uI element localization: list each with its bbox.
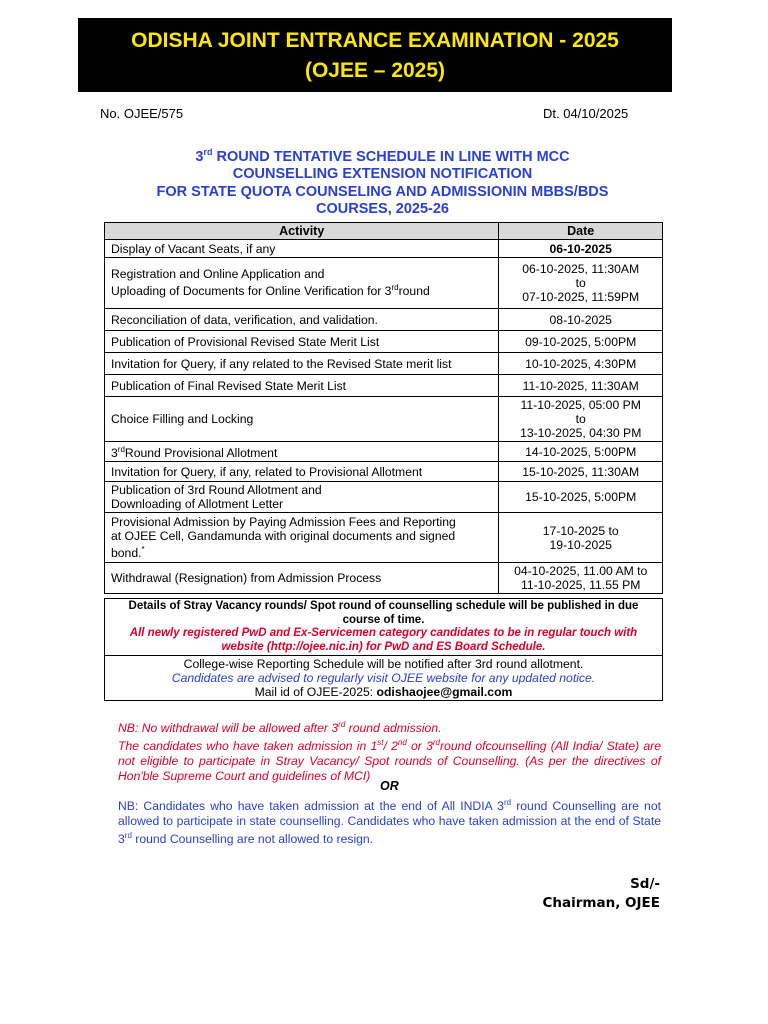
- nb-state-counselling-note: [118, 796, 661, 847]
- pwd-note-line: All newly registered PwD and Ex-Servicemen category candidates to be in regular touch with: [129, 627, 638, 639]
- table-row: [105, 353, 663, 375]
- nb1-sup: nd: [397, 737, 407, 747]
- date-cell: [499, 397, 663, 442]
- date-cell: 11-10-2025, 11:30AM: [499, 375, 663, 397]
- nb1-text: / 2: [383, 738, 398, 753]
- date-line: 19-10-2025: [549, 537, 612, 552]
- nb2-text: round Counselling are not allowed to resign.: [131, 831, 374, 846]
- activity-cell: Invitation for Query, if any related to the Revised State merit list: [105, 353, 499, 375]
- activity-sup: rd: [117, 445, 125, 454]
- date-cell: [499, 258, 663, 309]
- date-line: to: [575, 412, 586, 426]
- heading-round-sup: rd: [203, 147, 213, 157]
- mail-address: odishaojee@gmail.com: [376, 685, 513, 699]
- heading-line3: FOR STATE QUOTA COUNSELING AND ADMISSIONIN MBBS/BDS: [156, 183, 609, 200]
- table-row: [105, 462, 663, 482]
- date-line: 13-10-2025, 04:30 PM: [520, 426, 642, 440]
- table-row: [105, 482, 663, 513]
- nb-withdrawal-note: [118, 718, 661, 783]
- mail-label: Mail id of OJEE-2025:: [254, 685, 377, 699]
- activity-line: 3: [111, 446, 118, 461]
- nb2-text: NB: Candidates who have taken admission at the end of All INDIA 3: [118, 799, 504, 814]
- activity-line: Uploading of Documents for Online Verification for 3: [111, 284, 392, 299]
- stray-note-line: Details of Stray Vacancy rounds/ Spot round of counselling schedule will be published in due: [128, 600, 639, 612]
- signature-mark: Sd/-: [630, 876, 660, 892]
- activity-line: bond.: [111, 546, 142, 561]
- activity-cell: Choice Filling and Locking: [105, 397, 499, 442]
- activity-line: at OJEE Cell, Gandamunda with original documents and signed: [111, 529, 456, 544]
- date-line: 04-10-2025, 11.00 AM to: [514, 564, 648, 579]
- college-note: College-wise Reporting Schedule will be notified after 3rd round allotment.: [183, 657, 584, 671]
- nb2-sup: rd: [124, 830, 132, 840]
- nb1-text: round ofcounselling (All India/ State) are not eligible to participate in Stray Vacancy/ Spot rounds of Counselling. (As per the directives of Hon'ble Supreme Court and guidelines of MCI): [118, 738, 661, 783]
- activity-sup: *: [141, 545, 145, 555]
- header-date: Date: [499, 223, 663, 240]
- table-row: [105, 513, 663, 563]
- heading-line4: COURSES, 2025-26: [316, 201, 449, 218]
- date-line: 11-10-2025, 11.55 PM: [520, 578, 641, 593]
- date-cell: [499, 563, 663, 594]
- table-row: [105, 563, 663, 594]
- table-header-row: [105, 223, 663, 240]
- reference-date: Dt. 04/10/2025: [543, 106, 629, 121]
- activity-cell: Publication of Final Revised State Merit List: [105, 375, 499, 397]
- activity-cell: Reconciliation of data, verification, and validation.: [105, 309, 499, 331]
- pwd-note-line: website (http://ojee.nic.in) for PwD and ES Board Schedule.: [221, 640, 546, 653]
- notice-heading: [100, 144, 665, 219]
- activity-line: round: [398, 284, 430, 299]
- date-cell: 14-10-2025, 5:00PM: [499, 442, 663, 462]
- activity-cell: Display of Vacant Seats, if any: [105, 240, 499, 258]
- nb1-sup: rd: [432, 737, 440, 747]
- date-cell: 08-10-2025: [499, 309, 663, 331]
- mail-line: [113, 685, 654, 699]
- nb2-text: round Counselling are not allowed to participate in state counselling. Candidates who have taken admission at the end of State 3: [118, 799, 661, 846]
- stray-note-line: course of time.: [342, 613, 425, 626]
- activity-cell: Invitation for Query, if any, related to Provisional Allotment: [105, 462, 499, 482]
- date-line: to: [575, 276, 586, 290]
- advise-note: Candidates are advised to regularly visit OJEE website for any updated notice.: [171, 671, 596, 685]
- nb1-text: round admission.: [345, 721, 442, 736]
- activity-line: Registration and Online Application and: [111, 267, 325, 282]
- notes-row-stray: [105, 599, 663, 656]
- nb1-text: NB: No withdrawal will be allowed after 3: [118, 721, 339, 736]
- heading-line2: COUNSELLING EXTENSION NOTIFICATION: [232, 166, 533, 183]
- banner-subtitle: (OJEE – 2025): [304, 59, 446, 82]
- activity-line: Publication of 3rd Round Allotment and: [111, 483, 322, 498]
- activity-cell: Withdrawal (Resignation) from Admission Process: [105, 563, 499, 594]
- nb1-text: The candidates who have taken admission in 1: [118, 738, 378, 753]
- signatory-title: Chairman, OJEE: [542, 895, 660, 911]
- activity-line: Round Provisional Allotment: [124, 446, 278, 461]
- activity-cell: [105, 513, 499, 563]
- table-row: [105, 397, 663, 442]
- exam-title-banner: [78, 18, 672, 92]
- schedule-table: [104, 222, 663, 594]
- nb1-text: or 3: [406, 738, 433, 753]
- date-cell: 15-10-2025, 5:00PM: [499, 482, 663, 513]
- table-row: [105, 442, 663, 462]
- nb1-sup: rd: [338, 720, 346, 729]
- date-cell: 06-10-2025: [499, 240, 663, 258]
- table-row: [105, 258, 663, 309]
- activity-cell: [105, 442, 499, 462]
- date-cell: 15-10-2025, 11:30AM: [499, 462, 663, 482]
- nb1-sup: st: [377, 737, 384, 747]
- table-row: [105, 331, 663, 353]
- table-row: [105, 309, 663, 331]
- reference-number: No. OJEE/575: [100, 106, 184, 121]
- or-separator: OR: [380, 779, 399, 793]
- notes-cell-stray: [105, 599, 663, 656]
- header-activity: Activity: [105, 223, 499, 240]
- notes-table: [104, 598, 663, 701]
- activity-cell: Publication of Provisional Revised State Merit List: [105, 331, 499, 353]
- table-row: [105, 240, 663, 258]
- date-cell: 10-10-2025, 4:30PM: [499, 353, 663, 375]
- activity-cell: [105, 258, 499, 309]
- date-line: 17-10-2025 to: [542, 523, 619, 538]
- activity-line: Provisional Admission by Paying Admission Fees and Reporting: [111, 515, 456, 530]
- notes-row-contact: [105, 656, 663, 701]
- activity-cell: [105, 482, 499, 513]
- date-cell: [499, 513, 663, 563]
- date-line: 06-10-2025, 11:30AM: [522, 262, 640, 276]
- date-line: 07-10-2025, 11:59PM: [522, 290, 640, 304]
- activity-line: Downloading of Allotment Letter: [111, 497, 284, 512]
- notes-cell-contact: [105, 656, 663, 701]
- activity-sup: rd: [391, 283, 399, 293]
- heading-round-number: 3: [195, 148, 204, 165]
- banner-title: ODISHA JOINT ENTRANCE EXAMINATION - 2025: [131, 29, 619, 52]
- date-cell: 09-10-2025, 5:00PM: [499, 331, 663, 353]
- nb2-sup: rd: [503, 798, 512, 807]
- date-line: 11-10-2025, 05:00 PM: [520, 398, 641, 412]
- heading-line1: ROUND TENTATIVE SCHEDULE IN LINE WITH MCC: [212, 148, 570, 165]
- table-row: [105, 375, 663, 397]
